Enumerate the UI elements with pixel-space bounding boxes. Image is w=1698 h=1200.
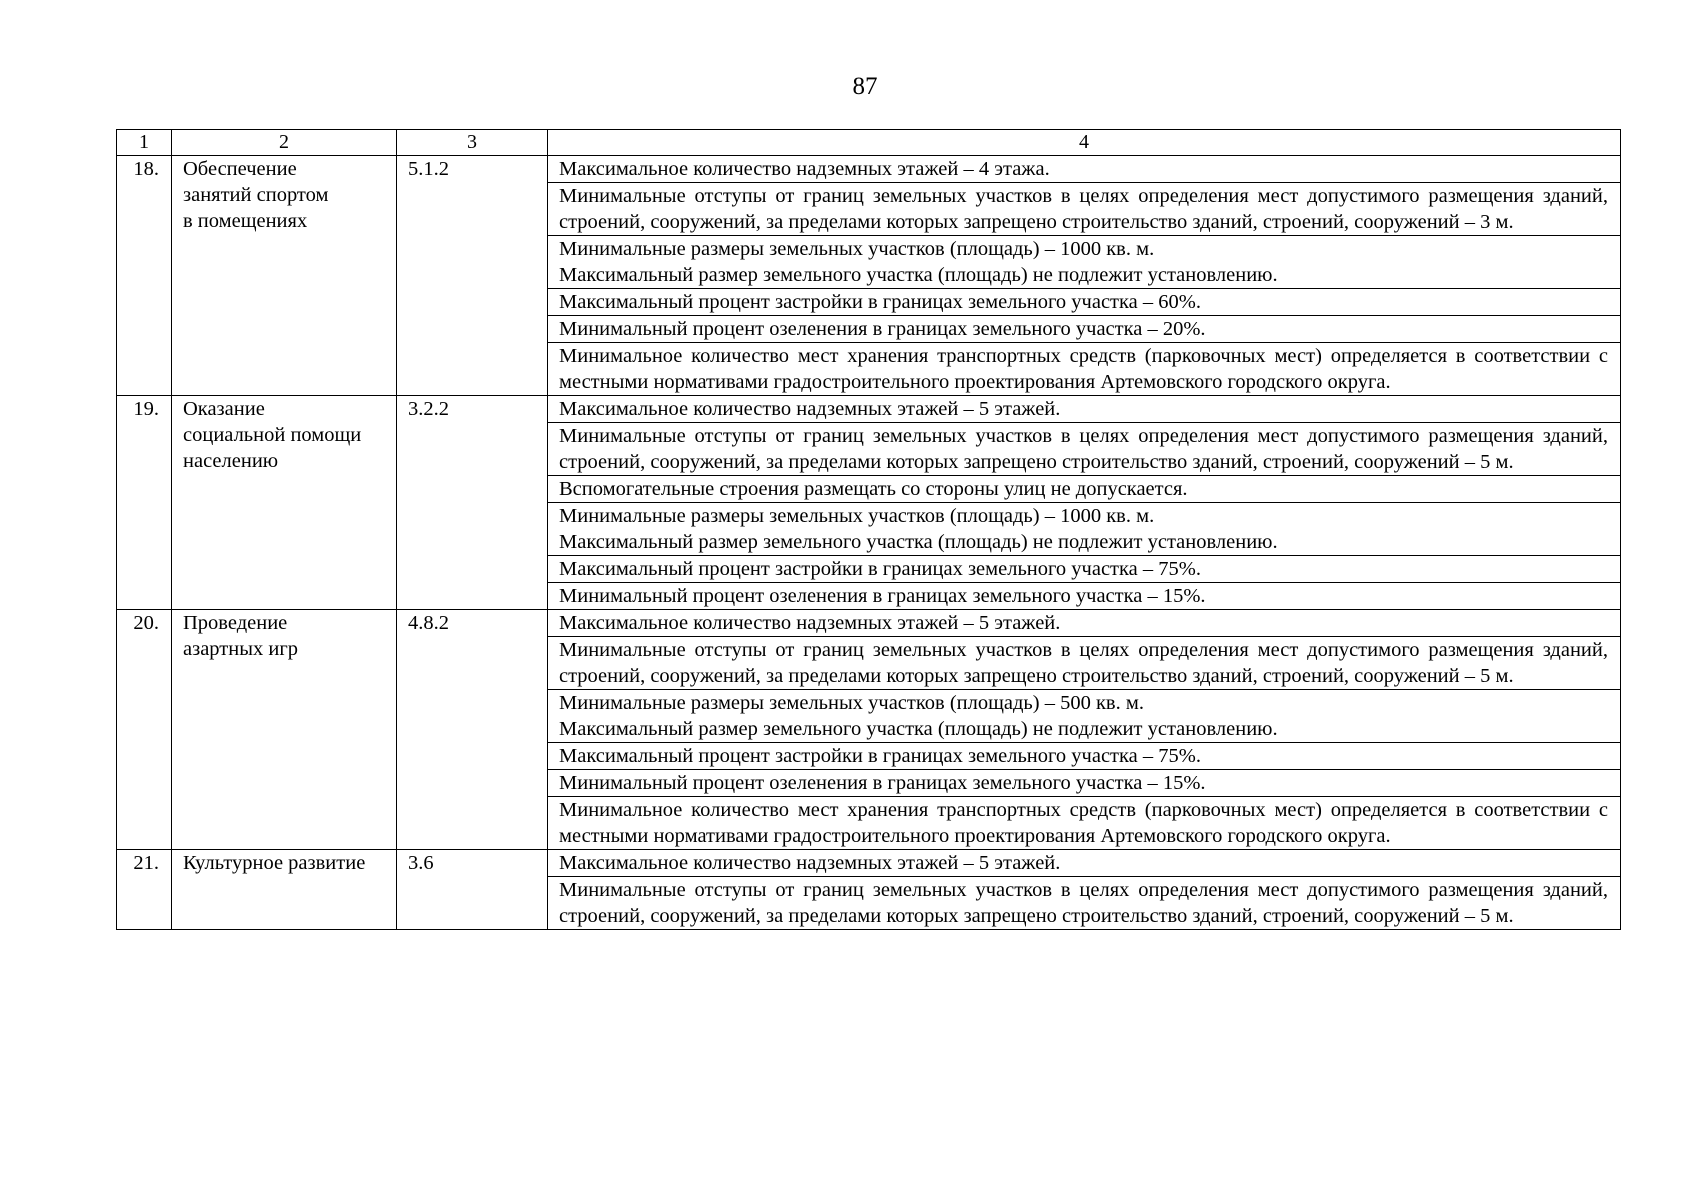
requirement-text: Максимальный процент застройки в границах земельного участка – 75%. bbox=[559, 745, 1201, 767]
table-row bbox=[117, 156, 1621, 396]
requirement-item bbox=[548, 183, 1620, 236]
requirements-cell bbox=[548, 850, 1621, 930]
row-number: 20. bbox=[117, 610, 172, 850]
requirement-item bbox=[548, 877, 1620, 929]
land-use-name bbox=[172, 396, 397, 610]
column-header: 3 bbox=[397, 130, 548, 156]
requirement-item bbox=[548, 556, 1620, 583]
requirement-text: Минимальное количество мест хранения транспортных средств (парковочных мест) определяется в соответствии с местными нормативами градостроительного проектирования Артемовского городского округа. bbox=[559, 799, 1608, 847]
requirement-item bbox=[548, 343, 1620, 395]
row-number: 18. bbox=[117, 156, 172, 396]
requirement-text: Минимальные размеры земельных участков (площадь) – 1000 кв. м. bbox=[559, 505, 1155, 527]
table-row bbox=[117, 850, 1621, 930]
column-header: 1 bbox=[117, 130, 172, 156]
requirement-text: Минимальные отступы от границ земельных участков в целях определения мест допустимого размещения зданий, строений, сооружений, за пределами которых запрещено строительство зданий, строений, сооружений – 5 м. bbox=[559, 639, 1608, 687]
requirement-item bbox=[548, 610, 1620, 637]
requirement-item bbox=[548, 770, 1620, 797]
requirement-item bbox=[548, 236, 1620, 289]
land-use-name-line: населению bbox=[183, 450, 279, 472]
land-use-code: 4.8.2 bbox=[397, 610, 548, 850]
row-number: 21. bbox=[117, 850, 172, 930]
land-use-name-line: азартных игр bbox=[183, 638, 298, 660]
requirement-item bbox=[548, 156, 1620, 183]
land-use-name-line: Проведение bbox=[183, 612, 288, 634]
requirement-text: Максимальный размер земельного участка (площадь) не подлежит установлению. bbox=[559, 531, 1278, 553]
land-use-name-line: социальной помощи bbox=[183, 424, 362, 446]
requirement-text: Минимальные отступы от границ земельных участков в целях определения мест допустимого размещения зданий, строений, сооружений, за пределами которых запрещено строительство зданий, строений, сооружений – 5 м. bbox=[559, 425, 1608, 473]
requirement-text: Минимальные размеры земельных участков (площадь) – 500 кв. м. bbox=[559, 692, 1144, 714]
requirement-item bbox=[548, 850, 1620, 877]
requirement-text: Минимальные размеры земельных участков (площадь) – 1000 кв. м. bbox=[559, 238, 1155, 260]
requirement-item bbox=[548, 690, 1620, 743]
requirement-text: Максимальный размер земельного участка (площадь) не подлежит установлению. bbox=[559, 264, 1278, 286]
column-header: 4 bbox=[548, 130, 1621, 156]
land-use-name-line: в помещениях bbox=[183, 210, 308, 232]
requirement-text: Минимальные отступы от границ земельных участков в целях определения мест допустимого размещения зданий, строений, сооружений, за пределами которых запрещено строительство зданий, строений, сооружений – 5 м. bbox=[559, 879, 1608, 927]
requirement-text: Минимальный процент озеленения в границах земельного участка – 15%. bbox=[559, 772, 1206, 794]
requirement-item bbox=[548, 583, 1620, 609]
land-use-name-line: Культурное развитие bbox=[183, 852, 366, 874]
requirement-item bbox=[548, 289, 1620, 316]
table-row bbox=[117, 610, 1621, 850]
land-use-code: 3.2.2 bbox=[397, 396, 548, 610]
requirement-text: Минимальное количество мест хранения транспортных средств (парковочных мест) определяется в соответствии с местными нормативами градостроительного проектирования Артемовского городского округа. bbox=[559, 345, 1608, 393]
requirement-text: Максимальный размер земельного участка (площадь) не подлежит установлению. bbox=[559, 718, 1278, 740]
land-use-name bbox=[172, 156, 397, 396]
requirement-text: Минимальный процент озеленения в границах земельного участка – 15%. bbox=[559, 585, 1206, 607]
column-header: 2 bbox=[172, 130, 397, 156]
requirement-item bbox=[548, 316, 1620, 343]
table-header-row bbox=[117, 130, 1621, 156]
requirement-item bbox=[548, 797, 1620, 849]
land-use-code: 5.1.2 bbox=[397, 156, 548, 396]
requirement-text: Минимальный процент озеленения в границах земельного участка – 20%. bbox=[559, 318, 1206, 340]
requirement-text: Максимальное количество надземных этажей – 5 этажей. bbox=[559, 398, 1061, 420]
row-number: 19. bbox=[117, 396, 172, 610]
requirements-cell bbox=[548, 396, 1621, 610]
requirement-item bbox=[548, 743, 1620, 770]
requirement-text: Минимальные отступы от границ земельных участков в целях определения мест допустимого размещения зданий, строений, сооружений, за пределами которых запрещено строительство зданий, строений, сооружений – 3 м. bbox=[559, 185, 1608, 233]
requirement-item bbox=[548, 503, 1620, 556]
requirement-item bbox=[548, 476, 1620, 503]
requirement-item bbox=[548, 423, 1620, 476]
requirement-text: Максимальное количество надземных этажей – 5 этажей. bbox=[559, 852, 1061, 874]
requirement-text: Вспомогательные строения размещать со стороны улиц не допускается. bbox=[559, 478, 1188, 500]
page-number: 87 bbox=[852, 73, 878, 100]
land-use-name-line: занятий спортом bbox=[183, 184, 329, 206]
requirement-text: Максимальное количество надземных этажей – 5 этажей. bbox=[559, 612, 1061, 634]
requirement-text: Максимальное количество надземных этажей – 4 этажа. bbox=[559, 158, 1050, 180]
requirements-cell bbox=[548, 610, 1621, 850]
land-use-name bbox=[172, 850, 397, 930]
table-row bbox=[117, 396, 1621, 610]
land-use-code: 3.6 bbox=[397, 850, 548, 930]
requirements-cell bbox=[548, 156, 1621, 396]
regulations-table bbox=[116, 129, 1621, 930]
requirement-item bbox=[548, 637, 1620, 690]
requirement-item bbox=[548, 396, 1620, 423]
requirement-text: Максимальный процент застройки в границах земельного участка – 75%. bbox=[559, 558, 1201, 580]
requirement-text: Максимальный процент застройки в границах земельного участка – 60%. bbox=[559, 291, 1201, 313]
land-use-name bbox=[172, 610, 397, 850]
land-use-name-line: Обеспечение bbox=[183, 158, 297, 180]
land-use-name-line: Оказание bbox=[183, 398, 265, 420]
